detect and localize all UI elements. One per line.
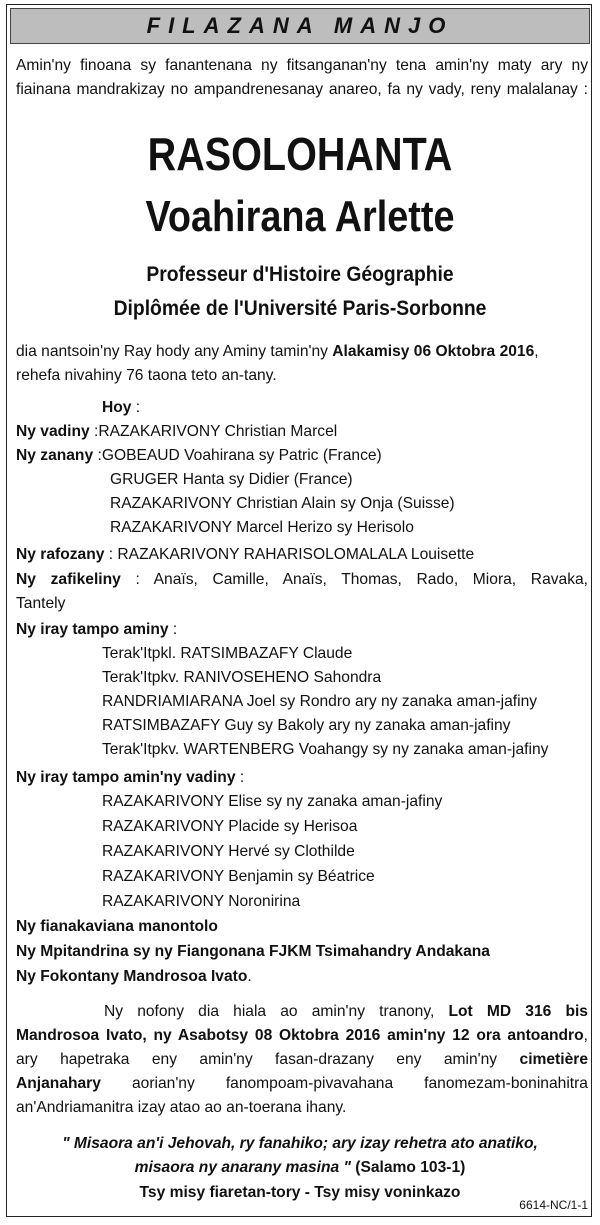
intro-line-2: fiainana mandrakizay no ampandrenesanay anareo, fa ny vady, reny malalanay : <box>16 81 588 98</box>
list-item: Terak'Itpkl. RATSIMBAZAFY Claude <box>102 645 353 662</box>
mpitandrina-line: Ny Mpitandrina sy ny Fiangonana FJKM Tsimahandry Andakana <box>16 943 490 960</box>
death-text: dia nantsoin'ny Ray hody any Aminy tamin'ny <box>16 343 333 360</box>
list-item: GRUGER Hanta sy Didier (France) <box>110 471 353 488</box>
list-item: RAZAKARIVONY Noronirina <box>102 893 301 910</box>
verse-reference: (Salamo 103-1) <box>350 1159 466 1176</box>
fokontany-dot: . <box>247 968 252 985</box>
funeral-line-5: an'Andriamanitra izay atao ao an-toerana ihany. <box>16 1099 347 1116</box>
iray-tampo-vadiny-line <box>16 768 244 788</box>
list-item: RANDRIAMIARANA Joel sy Rondro ary ny zanaka aman-jafiny <box>102 693 538 710</box>
fianakaviana-line: Ny fianakaviana manontolo <box>16 918 218 935</box>
iray-tampo-colon: : <box>168 621 178 638</box>
zanany-label: Ny zanany <box>16 447 94 464</box>
banner-title: FILAZANA MANJO <box>10 8 590 44</box>
funeral-address: Lot MD 316 bis <box>448 1003 588 1020</box>
zafikeliny-line <box>16 570 588 590</box>
closing-line: Tsy misy fiaretan-tory - Tsy misy voninkazo <box>139 1184 461 1201</box>
list-item: Terak'Itpkv. WARTENBERG Voahangy sy ny zanaka aman-jafiny <box>102 741 549 758</box>
verse-line-2 <box>0 1157 600 1179</box>
death-date: Alakamisy 06 Oktobra 2016 <box>332 343 535 360</box>
vadiny-value: :RAZAKARIVONY Christian Marcel <box>94 423 338 440</box>
fokontany-text: Ny Fokontany Mandrosoa Ivato <box>16 968 248 985</box>
vadiny-line <box>16 422 337 442</box>
list-item: RAZAKARIVONY Christian Alain sy Onja (Suisse) <box>110 495 455 512</box>
rafozany-line <box>16 545 474 565</box>
diploma-line: Diplômée de l'Université Paris-Sorbonne <box>113 297 487 320</box>
death-punct: , <box>534 343 539 360</box>
list-item: RAZAKARIVONY Elise sy ny zanaka aman-jafiny <box>102 793 443 810</box>
funeral-punct: , <box>583 1027 588 1044</box>
rafozany-value: : RAZAKARIVONY RAHARISOLOMALALA Louisette <box>104 546 475 563</box>
intro-line-1: Amin'ny finoana sy fanantenana ny fitsanganan'ny tena amin'ny maty ary ny <box>16 57 588 74</box>
verse-text: misaora ny anarany masina " <box>134 1159 351 1176</box>
iray-tampo-label: Ny iray tampo aminy <box>16 621 169 638</box>
deceased-firstname: Voahirana Arlette <box>145 192 455 241</box>
zafikeliny-label: Ny zafikeliny <box>16 571 121 588</box>
funeral-line-1 <box>104 1002 588 1022</box>
list-item: RAZAKARIVONY Placide sy Herisoa <box>102 818 358 835</box>
deceased-surname: RASOLOHANTA <box>147 128 453 180</box>
vadiny-label: Ny vadiny <box>16 423 90 440</box>
reference-code: 6614-NC/1-1 <box>519 1198 588 1212</box>
cemetery-label: cimetière <box>519 1051 588 1068</box>
hoy-label: Hoy <box>102 399 132 416</box>
funeral-line-4 <box>16 1074 588 1094</box>
zafikeliny-continued: Tantely <box>16 595 66 612</box>
zafikeliny-value: : Anaïs, Camille, Anaïs, Thomas, Rado, Miora, Ravaka, <box>120 571 589 588</box>
funeral-text: ary hapetraka eny amin'ny fasan-drazany eny amin'ny <box>16 1051 520 1068</box>
funeral-line-3 <box>16 1050 588 1070</box>
verse-line-1: " Misaora an'i Jehovah, ry fanahiko; ary izay rehetra ato anatiko, <box>62 1135 538 1152</box>
list-item: RAZAKARIVONY Benjamin sy Béatrice <box>102 868 375 885</box>
funeral-line-2 <box>16 1026 588 1046</box>
funeral-text: Ny nofony dia hiala ao amin'ny tranony, <box>104 1003 449 1020</box>
funeral-text: aorian'ny fanompoam-pivavahana fanomezam-boninahitra <box>100 1075 588 1092</box>
iray-tampo-line <box>16 620 177 640</box>
profession-line: Professeur d'Histoire Géographie <box>146 263 454 286</box>
list-item: Terak'Itpkv. RANIVOSEHENO Sahondra <box>102 669 382 686</box>
iray-tampo-vadiny-colon: : <box>235 769 245 786</box>
age-line: rehefa nivahiny 76 taona teto an-tany. <box>16 367 277 384</box>
list-item: RAZAKARIVONY Hervé sy Clothilde <box>102 843 355 860</box>
zanany-value: :GOBEAUD Voahirana sy Patric (France) <box>97 447 382 464</box>
list-item: RAZAKARIVONY Marcel Herizo sy Herisolo <box>110 519 414 536</box>
zanany-line <box>16 446 382 466</box>
rafozany-label: Ny rafozany <box>16 546 105 563</box>
hoy-colon: : <box>131 399 141 416</box>
iray-tampo-vadiny-label: Ny iray tampo amin'ny vadiny <box>16 769 236 786</box>
cemetery-name: Anjanahary <box>16 1075 101 1092</box>
funeral-datetime: Mandrosoa Ivato, ny Asabotsy 08 Oktobra 2016 amin'ny 12 ora antoandro <box>16 1027 584 1044</box>
hoy-line <box>102 398 140 418</box>
fokontany-line <box>16 967 252 987</box>
list-item: RATSIMBAZAFY Guy sy Bakoly ary ny zanaka aman-jafiny <box>102 717 511 734</box>
death-line <box>16 342 539 362</box>
